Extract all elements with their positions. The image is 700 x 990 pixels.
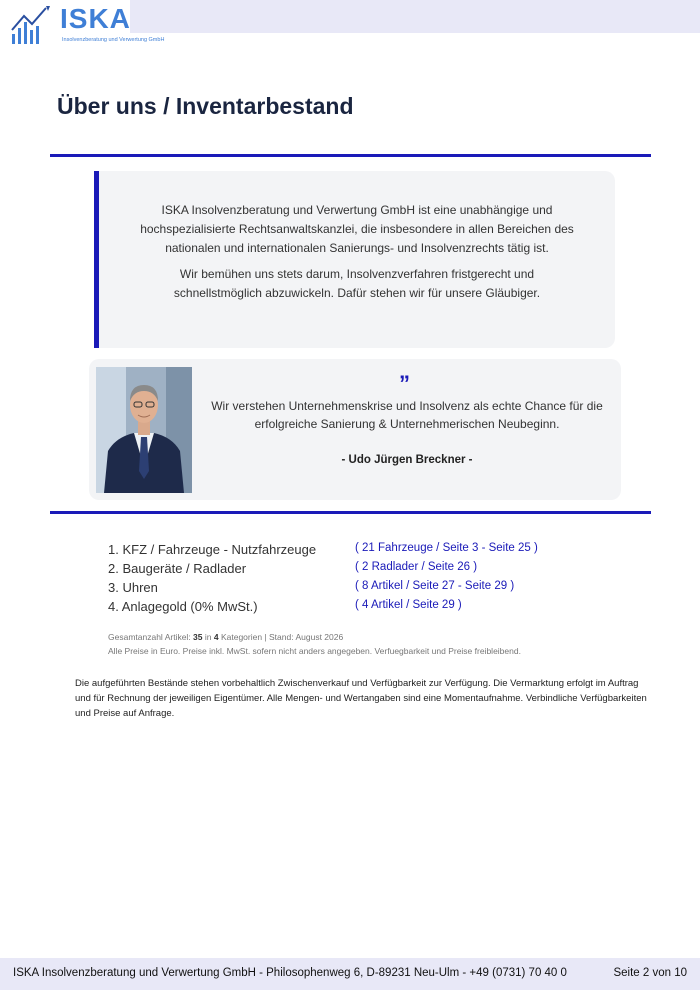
intro-paragraph-2: Wir bemühen uns stets darum, Insolvenzverfahren fristgerecht und schnellstmöglich abzuwickeln. Dafür stehen wir für unsere Gläubiger. <box>173 267 541 300</box>
inventory-item-name: 3. Uhren <box>108 580 158 595</box>
inventory-item-uhren <box>108 580 578 599</box>
disclaimer-text: Die aufgeführten Bestände stehen vorbehaltlich Zwischenverkauf und Verfügbarkeit zur Verfügung. Die Vermarktung erfolgt im Auftrag und für Rechnung der jeweiligen Eigentümer. Alle Mengen- und Wertangaben sind eine Momentaufnahme. Verbindliche Verfügbarkeiten und Preise auf Anfrage. <box>75 678 647 719</box>
intro-box <box>94 171 615 348</box>
inventory-item-link[interactable]: ( 4 Artikel / Seite 29 ) <box>355 599 462 611</box>
inventory-item-link[interactable]: ( 21 Fahrzeuge / Seite 3 - Seite 25 ) <box>355 542 538 554</box>
quote-author: - Udo Jürgen Breckner - <box>341 454 473 466</box>
inventory-item-link[interactable]: ( 2 Radlader / Seite 26 ) <box>355 561 478 573</box>
company-logo[interactable] <box>0 0 130 33</box>
divider-bottom <box>50 511 651 514</box>
category-count: 4 <box>213 632 219 642</box>
inventory-item-baugeraete <box>108 561 578 580</box>
inventory-item-anlagegold <box>108 599 578 618</box>
inventory-total-line: Gesamtanzahl Artikel: 35 in 4 Kategorien | Stand: August 2026 <box>108 632 344 642</box>
inventory-item-link[interactable]: ( 8 Artikel / Seite 27 - Seite 29 ) <box>355 580 515 592</box>
quote-text: Wir verstehen Unternehmenskrise und Insolvenz als echte Chance für die erfolgreiche Sanierung & Unternehmerischen Neubeginn. <box>211 399 603 431</box>
logo-wordmark: ISKA <box>60 3 131 34</box>
portrait-photo <box>96 367 192 493</box>
inventory-item-name: 1. KFZ / Fahrzeuge - Nutzfahrzeuge <box>108 542 317 557</box>
divider-top <box>50 154 651 157</box>
intro-paragraph-1: ISKA Insolvenzberatung und Verwertung GmbH ist eine unabhängige und hochspezialisierte Rechtsanwaltskanzlei, die insbesondere in allen Bereichen des nationalen und internationalen Sanierungs- und Insolvenzrechts tätig ist. <box>140 203 574 255</box>
quote-box <box>89 359 621 500</box>
page-title: Über uns / Inventarbestand <box>57 93 354 119</box>
footer-bar <box>0 958 700 990</box>
inventory-item-name: 4. Anlagegold (0% MwSt.) <box>108 599 258 614</box>
inventory-item-name: 2. Baugeräte / Radlader <box>108 561 247 576</box>
total-count: 35 <box>193 632 203 642</box>
footer-address: ISKA Insolvenzberatung und Verwertung GmbH - Philosophenweg 6, D-89231 Neu-Ulm - +49 (0731) 70 40 0 <box>13 967 567 979</box>
logo-chart-icon <box>10 4 60 44</box>
price-note: Alle Preise in Euro. Preise inkl. MwSt. sofern nicht anders angegeben. Verfuegbarkeit und Preise freibleibend. <box>108 646 521 656</box>
inventory-meta <box>108 630 521 658</box>
inventory-list <box>108 542 578 618</box>
page-number: Seite 2 von 10 <box>613 967 687 979</box>
quote-mark-icon: ” <box>399 371 410 396</box>
logo-subtitle: Insolvenzberatung und Verwertung GmbH <box>62 37 165 43</box>
inventory-item-kfz <box>108 542 578 561</box>
